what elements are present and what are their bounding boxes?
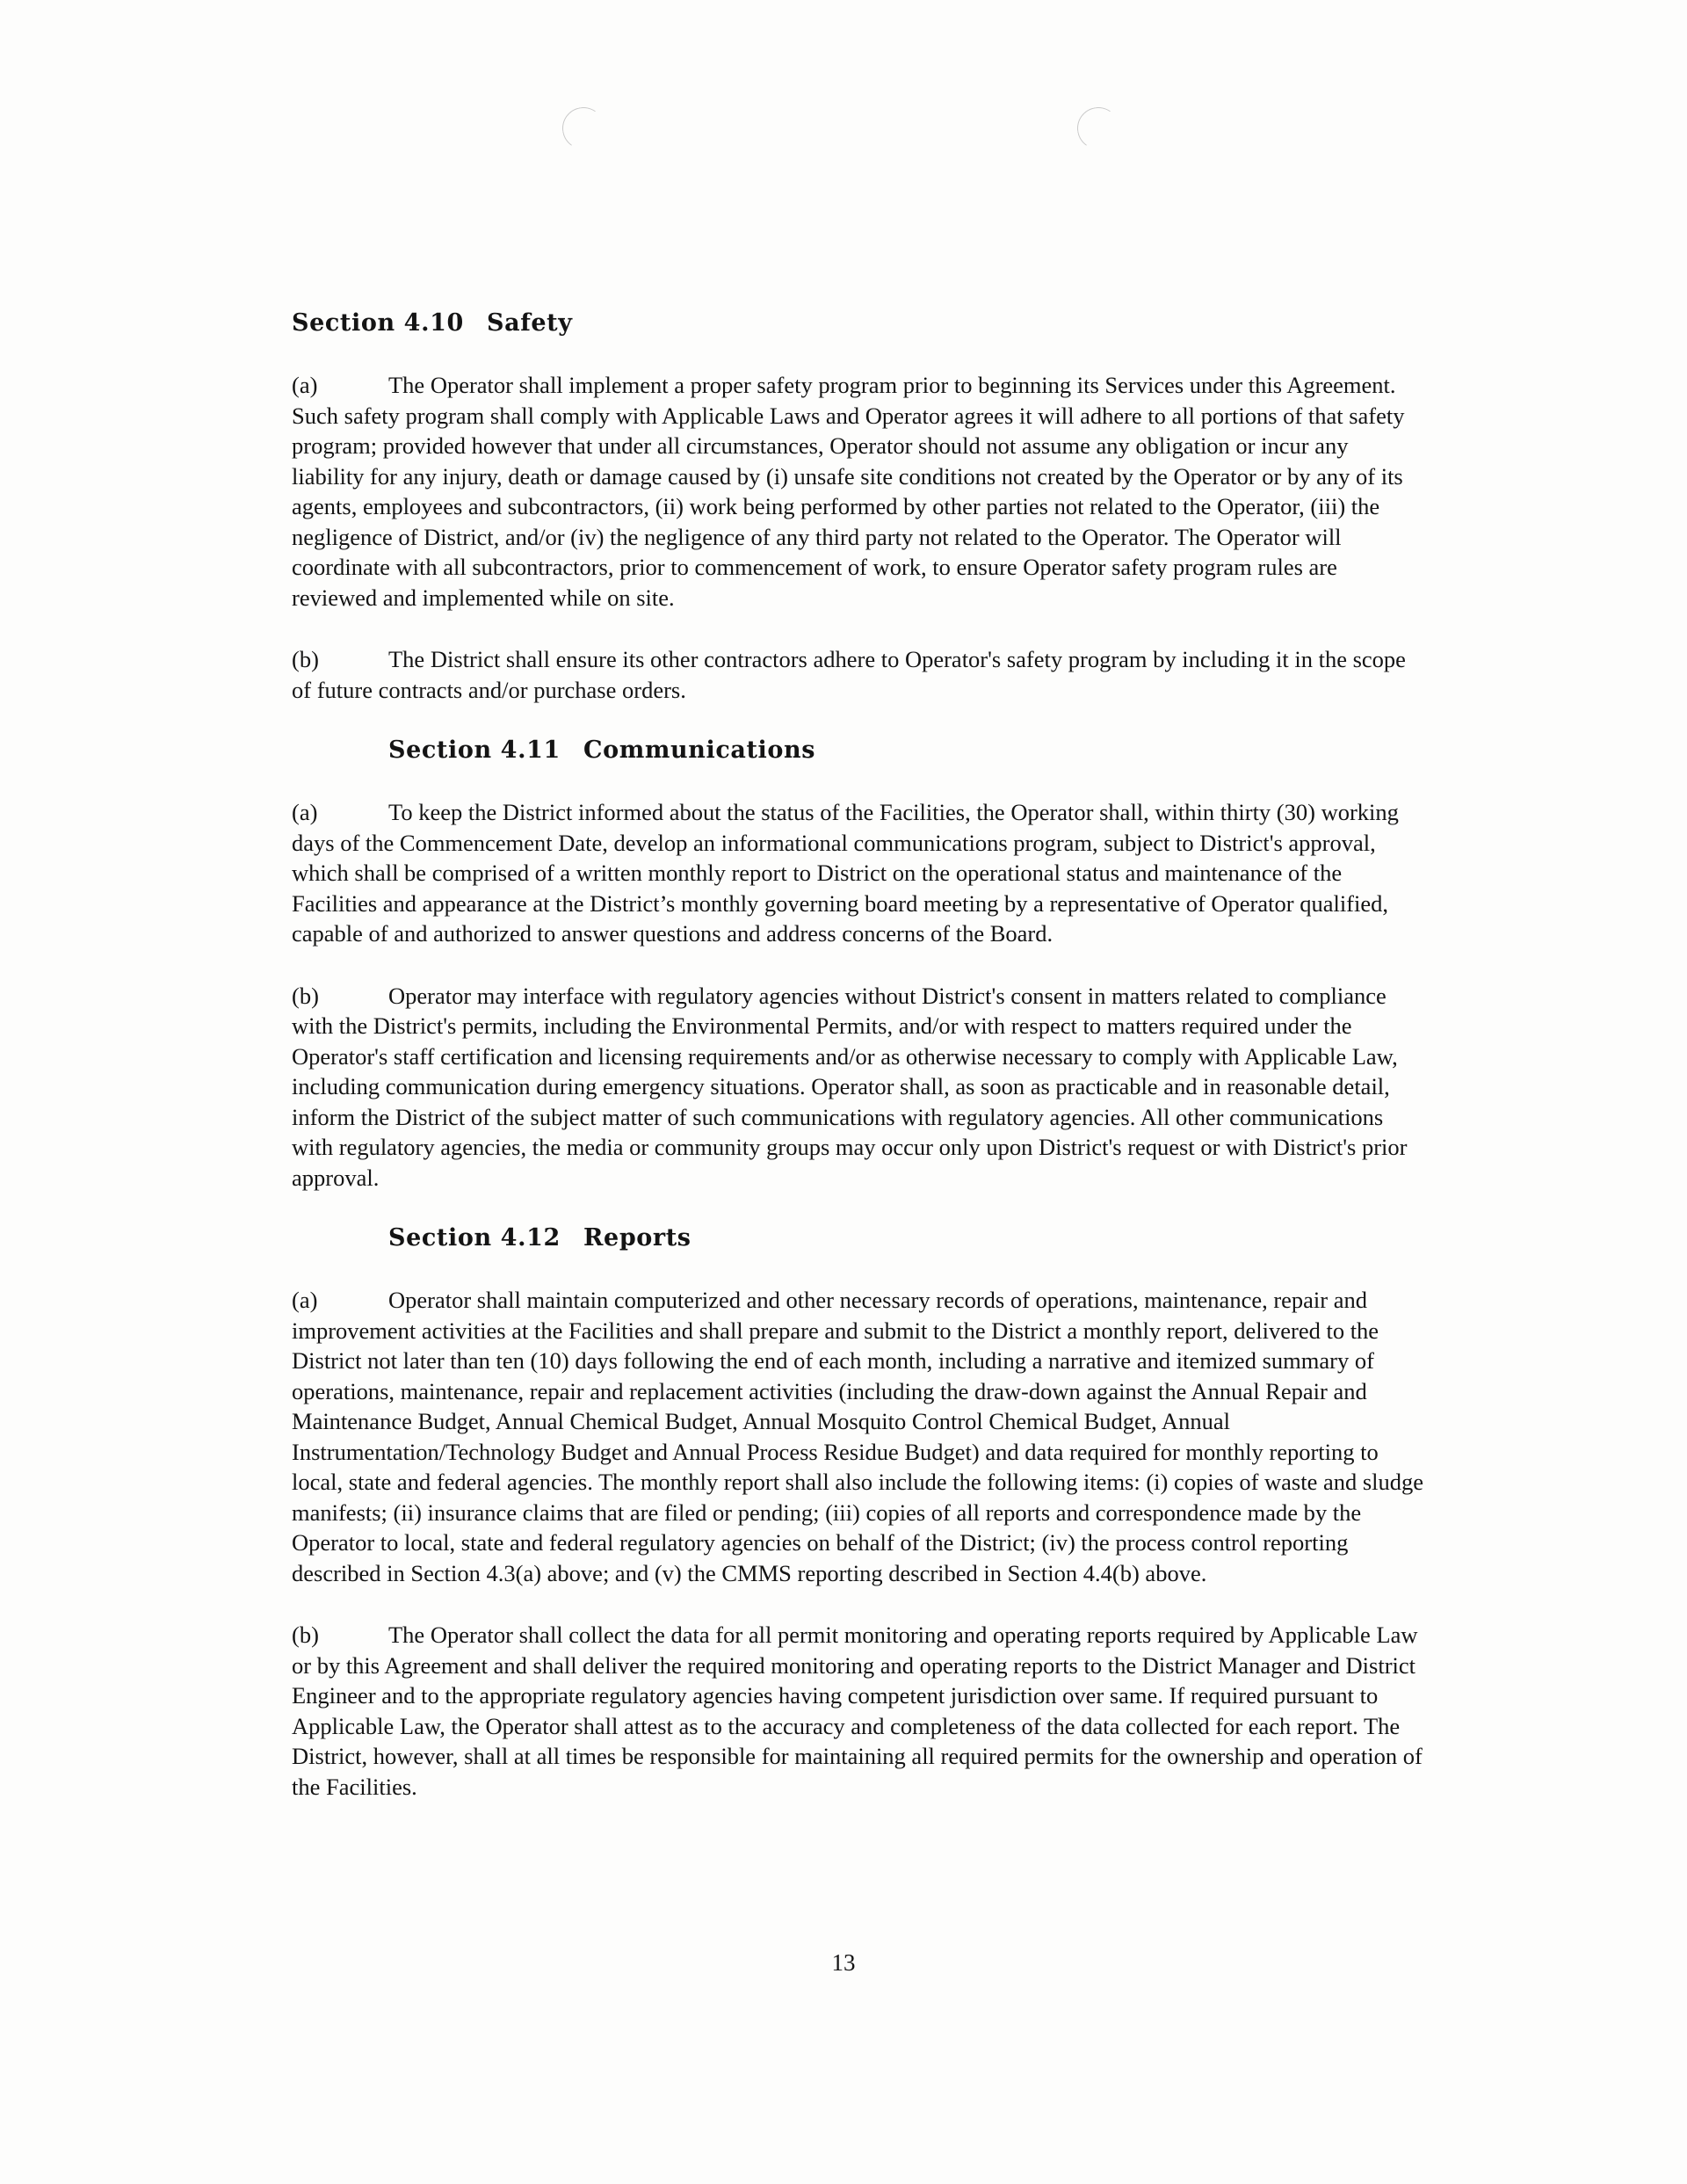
paragraph-4-10-b <box>292 644 1425 705</box>
document-body <box>292 309 1425 1802</box>
paragraph-4-12-a <box>292 1285 1425 1588</box>
section-title: Reports <box>583 1224 691 1252</box>
paragraph-4-12-b <box>292 1620 1425 1802</box>
section-number: Section 4.10 <box>292 309 464 337</box>
paragraph-label: (a) <box>292 372 318 398</box>
paragraph-4-10-a <box>292 370 1425 613</box>
hole-punch-mark-left <box>559 104 608 153</box>
section-heading-4-12 <box>292 1224 1425 1252</box>
paragraph-text: To keep the District informed about the status of the Facilities, the Operator shall, within thirty (30) working days of the Commencement Date, develop an informational communications program, subject to District's approval, which shall be comprised of a written monthly report to District on the operational status and maintenance of the Facilities and appearance at the District’s monthly governing board meeting by a representative of Operator qualified, capable of and authorized to answer questions and address concerns of the Board. <box>292 799 1399 947</box>
paragraph-text: The Operator shall collect the data for all permit monitoring and operating reports required by Applicable Law or by this Agreement and shall deliver the required monitoring and operating reports to the District Manager and District Engineer and to the appropriate regulatory agencies having competent jurisdiction over same. If required pursuant to Applicable Law, the Operator shall attest as to the accuracy and completeness of the data collected for each report. The District, however, shall at all times be responsible for maintaining all required permits for the ownership and operation of the Facilities. <box>292 1622 1423 1800</box>
paragraph-4-11-b <box>292 981 1425 1194</box>
section-title: Communications <box>583 736 816 764</box>
paragraph-label: (a) <box>292 1287 318 1313</box>
paragraph-label: (b) <box>292 1622 319 1648</box>
paragraph-label: (b) <box>292 982 319 1009</box>
section-number: Section 4.11 <box>388 736 561 764</box>
hole-punch-mark-right <box>1074 104 1123 153</box>
section-number: Section 4.12 <box>388 1224 561 1252</box>
paragraph-text: The Operator shall implement a proper safety program prior to beginning its Services under this Agreement. Such safety program shall comply with Applicable Laws and Operator agrees it will adhere to all portions of that safety program; provided however that under all circumstances, Operator should not assume any obligation or incur any liability for any injury, death or damage caused by (i) unsafe site conditions not created by the Operator or by any of its agents, employees and subcontractors, (ii) work being performed by other parties not related to the Operator, (iii) the negligence of District, and/or (iv) the negligence of any third party not related to the Operator. The Operator will coordinate with all subcontractors, prior to commencement of work, to ensure Operator safety program rules are reviewed and implemented while on site. <box>292 372 1405 611</box>
page-number: 13 <box>831 1949 856 1976</box>
paragraph-label: (b) <box>292 646 319 672</box>
section-heading-4-10 <box>292 309 1425 337</box>
paragraph-label: (a) <box>292 799 318 825</box>
paragraph-text: Operator may interface with regulatory agencies without District's consent in matters related to compliance with the District's permits, including the Environmental Permits, and/or with respect to matters required under the Operator's staff certification and licensing requirements and/or as otherwise necessary to comply with Applicable Law, including communication during emergency situations. Operator shall, as soon as practicable and in reasonable detail, inform the District of the subject matter of such communications with regulatory agencies. All other communications with regulatory agencies, the media or community groups may occur only upon District's request or with District's prior approval. <box>292 982 1408 1191</box>
section-heading-4-11 <box>292 736 1425 764</box>
section-title: Safety <box>487 309 573 337</box>
paragraph-text: Operator shall maintain computerized and other necessary records of operations, maintenance, repair and improvement activities at the Facilities and shall prepare and submit to the District a monthly report, delivered to the District not later than ten (10) days following the end of each month, including a narrative and itemized summary of operations, maintenance, repair and replacement activities (including the draw-down against the Annual Repair and Maintenance Budget, Annual Chemical Budget, Annual Mosquito Control Chemical Budget, Annual Instrumentation/Technology Budget and Annual Process Residue Budget) and data required for monthly reporting to local, state and federal agencies. The monthly report shall also include the following items: (i) copies of waste and sludge manifests; (ii) insurance claims that are filed or pending; (iii) copies of all reports and correspondence made by the Operator to local, state and federal regulatory agencies on behalf of the District; (iv) the process control reporting described in Section 4.3(a) above; and (v) the CMMS reporting described in Section 4.4(b) above. <box>292 1287 1424 1586</box>
paragraph-text: The District shall ensure its other contractors adhere to Operator's safety program by including it in the scope of future contracts and/or purchase orders. <box>292 646 1406 703</box>
paragraph-4-11-a <box>292 797 1425 949</box>
